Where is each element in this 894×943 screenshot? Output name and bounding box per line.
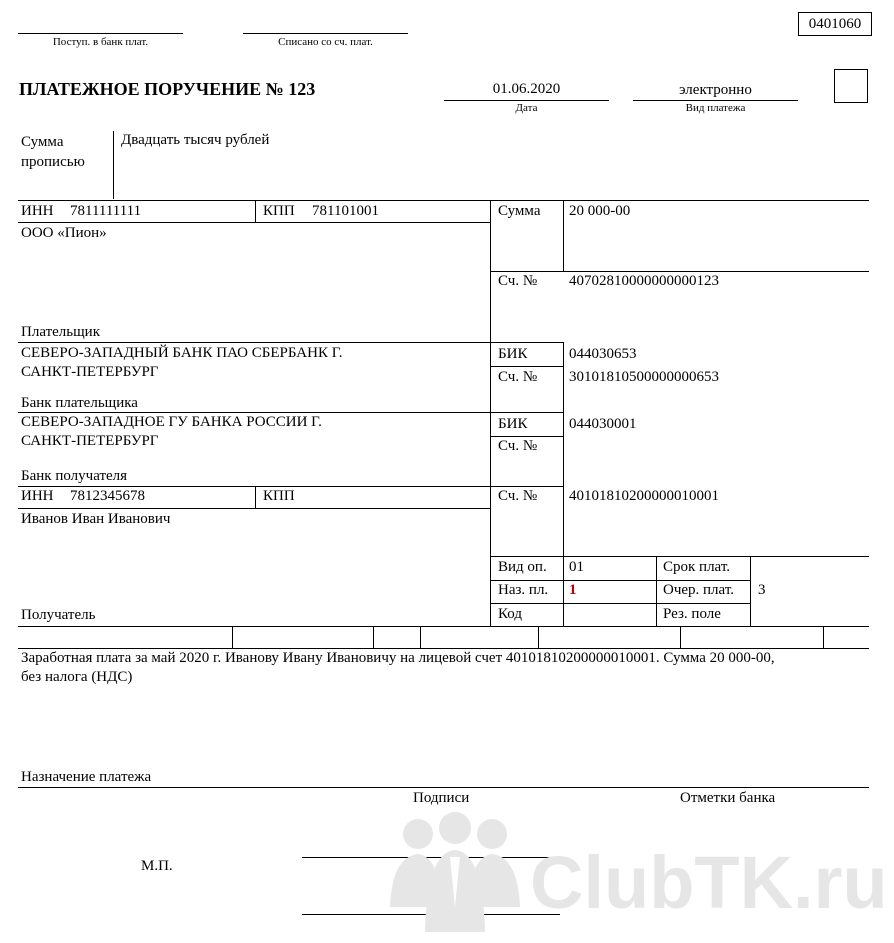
row-line-details <box>490 556 869 557</box>
received-label: Поступ. в банк плат. <box>52 36 149 48</box>
payee-label: Получатель <box>21 607 96 623</box>
payer-bank-name-line2: САНКТ-ПЕТЕРБУРГ <box>21 364 159 380</box>
row-line-details3 <box>490 603 750 604</box>
payee-kpp-label: КПП <box>263 488 295 504</box>
payment-type-value: электронно <box>679 82 752 98</box>
row-line-payer <box>18 342 563 343</box>
payment-type-label: Вид платежа <box>685 102 746 114</box>
op-type: 01 <box>569 559 584 575</box>
date-label: Дата <box>515 102 538 114</box>
tax-col-6 <box>823 626 824 648</box>
col-line-values <box>563 200 564 271</box>
purpose-line2: без налога (НДС) <box>21 669 133 685</box>
payee-bank-label: Банк получателя <box>21 468 128 484</box>
row-line-tax-bottom <box>18 648 869 649</box>
tax-col-2 <box>373 626 374 648</box>
payer-sum: 20 000-00 <box>569 203 631 219</box>
row-line-bik1 <box>490 366 563 367</box>
row-line-details2 <box>490 580 750 581</box>
payee-bank-account-label: Сч. № <box>498 438 538 454</box>
payer-bank-bik: 044030653 <box>569 346 637 362</box>
payer-account: 40702810000000000123 <box>569 273 719 289</box>
col-line-detail-right <box>750 556 751 626</box>
purpose-label: Назначение платежа <box>21 769 152 785</box>
purpose-code: 1 <box>569 582 577 598</box>
payee-bank-name-line2: САНКТ-ПЕТЕРБУРГ <box>21 433 159 449</box>
tax-col-5 <box>680 626 681 648</box>
col-line-kpp2 <box>255 486 256 508</box>
date-value: 01.06.2020 <box>492 81 561 97</box>
amount-words-divider <box>113 131 114 199</box>
form-code-box <box>798 12 872 36</box>
amount-words-label-text: Сумма прописью <box>21 134 85 170</box>
tax-col-4 <box>538 626 539 648</box>
reserve-label: Рез. поле <box>663 606 721 622</box>
row-line-payee-bank <box>18 486 563 487</box>
document-title: ПЛАТЕЖНОЕ ПОРУЧЕНИЕ № 123 <box>19 79 316 99</box>
payee-bank-name-line1: СЕВЕРО-ЗАПАДНОЕ ГУ БАНКА РОССИИ Г. <box>21 414 322 430</box>
col-line-main <box>490 200 491 626</box>
payer-bank-account: 30101810500000000653 <box>569 369 719 385</box>
payer-account-label: Сч. № <box>498 273 538 289</box>
row-line-sum <box>490 271 869 272</box>
payer-name: ООО «Пион» <box>21 225 107 241</box>
payee-account-label: Сч. № <box>498 488 538 504</box>
payment-type-line <box>633 100 798 101</box>
payee-bank-bik-label: БИК <box>498 416 528 432</box>
bank-marks-label: Отметки банка <box>680 790 776 806</box>
purpose-line1: Заработная плата за май 2020 г. Иванову Ивану Ивановичу на лицевой счет 40101810200000010001. Сумма 20 000-00, <box>21 650 775 666</box>
payee-inn: 7812345678 <box>70 488 145 504</box>
debited-line <box>243 33 408 34</box>
payer-bank-account-label: Сч. № <box>498 369 538 385</box>
form-code: 0401060 <box>808 16 862 32</box>
amount-words-label <box>21 132 106 172</box>
payee-account: 40101810200000010001 <box>569 488 719 504</box>
purpose-code-label: Наз. пл. <box>498 582 549 598</box>
row-line-top <box>18 200 869 201</box>
col-line-kpp1 <box>255 200 256 222</box>
watermark-text: ClubTK.ru <box>530 841 888 924</box>
payer-sum-label: Сумма <box>498 203 541 219</box>
row-line-payer-bank <box>18 412 563 413</box>
amount-words-value: Двадцать тысяч рублей <box>121 132 270 148</box>
payer-inn-label: ИНН <box>21 203 54 219</box>
received-line <box>18 33 183 34</box>
status-box <box>834 69 868 103</box>
stamp-label: М.П. <box>141 858 173 874</box>
op-type-label: Вид оп. <box>498 559 547 575</box>
payer-bank-label: Банк плательщика <box>21 395 138 411</box>
payer-kpp-label: КПП <box>263 203 295 219</box>
priority: 3 <box>758 582 766 598</box>
priority-label: Очер. плат. <box>663 582 734 598</box>
payer-kpp: 781101001 <box>312 203 379 219</box>
row-line-tax <box>18 626 869 627</box>
payer-label: Плательщик <box>21 324 100 340</box>
debited-label: Списано со сч. плат. <box>278 36 373 48</box>
payee-inn-label: ИНН <box>21 488 54 504</box>
tax-col-1 <box>232 626 233 648</box>
watermark-logo <box>380 812 894 943</box>
signatures-label: Подписи <box>413 790 470 806</box>
row-line-inn <box>18 222 490 223</box>
row-line-purpose <box>18 787 869 788</box>
payee-bank-bik: 044030001 <box>569 416 637 432</box>
tax-col-3 <box>420 626 421 648</box>
people-icon <box>380 812 530 943</box>
term-label: Срок плат. <box>663 559 731 575</box>
row-line-bik2 <box>490 436 563 437</box>
code-label: Код <box>498 606 522 622</box>
payer-bank-name-line1: СЕВЕРО-ЗАПАДНЫЙ БАНК ПАО СБЕРБАНК Г. <box>21 345 343 361</box>
payee-name: Иванов Иван Иванович <box>21 511 171 527</box>
col-line-detail-mid <box>656 556 657 626</box>
col-line-values2 <box>563 342 564 626</box>
payer-bank-bik-label: БИК <box>498 346 528 362</box>
payer-inn: 7811111111 <box>70 203 142 219</box>
row-line-payee-inn <box>18 508 490 509</box>
date-line <box>444 100 609 101</box>
